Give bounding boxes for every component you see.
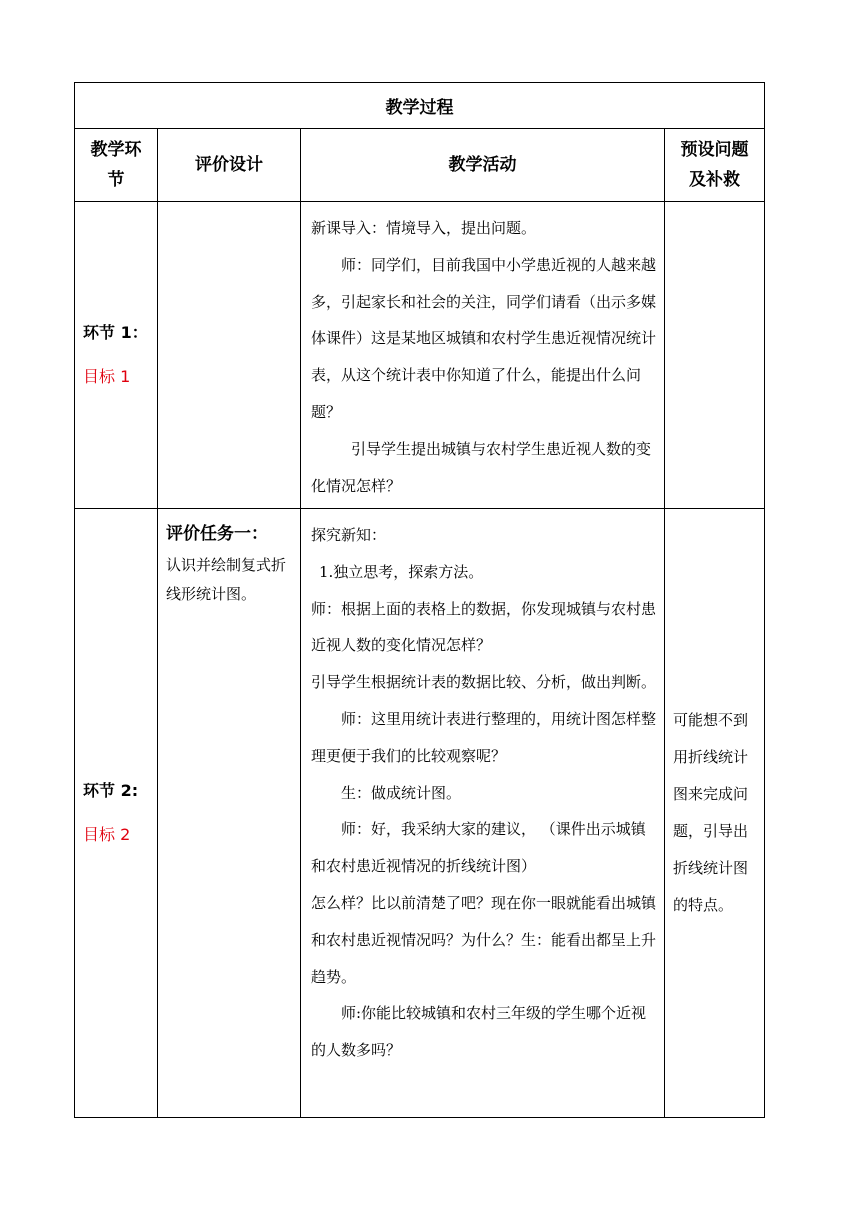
activity-paragraph: 引导学生提出城镇与农村学生患近视人数的变化情况怎样？ (311, 439, 652, 495)
remedy-cell: 可能想不到用折线统计图来完成问题，引导出折线统计图的特点。 (665, 509, 765, 1118)
activity-paragraph: 新课导入：情境导入，提出问题。 (311, 219, 537, 237)
activity-paragraph: 生：做成统计图。 (341, 783, 462, 802)
header-stage: 教学环节 (75, 129, 158, 202)
table-row (75, 202, 765, 509)
evaluation-task: 评价任务一： (166, 524, 268, 544)
header-activity: 教学活动 (301, 129, 665, 202)
remedy-cell (665, 202, 765, 509)
table-title: 教学过程 (75, 83, 765, 129)
activity-paragraph: 引导学生根据统计表的数据比较、分析，做出判断。 (311, 673, 657, 692)
activity-cell (301, 202, 665, 509)
goal-label: 目标 2 (83, 825, 131, 844)
table-row (75, 509, 765, 1118)
evaluation-cell (158, 509, 301, 1118)
activity-paragraph: 怎么样？比以前清楚了吧？现在你一眼就能看出城镇和农村患近视情况吗？为什么？生：能看出都呈上升趋势。 (311, 893, 657, 986)
stage-label: 环节 2: (83, 781, 139, 800)
header-remedy: 预设问题及补救 (665, 129, 765, 202)
activity-paragraph: 师：这里用统计表进行整理的，用统计图怎样整理更便于我们的比较观察呢？ (311, 709, 657, 765)
stage-cell (75, 202, 158, 509)
goal-label: 目标 1 (83, 367, 131, 386)
activity-paragraph: 师：根据上面的表格上的数据，你发现城镇与农村患近视人数的变化情况怎样？ (311, 599, 657, 655)
activity-paragraph: 师：同学们，目前我国中小学患近视的人越来越多，引起家长和社会的关注，同学们请看（出示多媒体课件）这是某地区城镇和农村学生患近视情况统计表，从这个统计表中你知道了什么，能提出什么问题？ (311, 255, 657, 421)
evaluation-cell (158, 202, 301, 509)
header-evaluation: 评价设计 (158, 129, 301, 202)
stage-label: 环节 1： (83, 323, 148, 342)
evaluation-text: 认识并绘制复式折线形统计图。 (166, 556, 287, 603)
stage-cell (75, 509, 158, 1118)
activity-cell (301, 509, 665, 1118)
teaching-process-table (74, 82, 765, 1118)
activity-paragraph: 师:你能比较城镇和农村三年级的学生哪个近视的人数多吗？ (311, 1004, 647, 1060)
activity-paragraph: 探究新知： (311, 526, 387, 544)
activity-paragraph: 师：好，我采纳大家的建议， （课件出示城镇和农村患近视情况的折线统计图） (311, 820, 646, 876)
activity-paragraph: 1.独立思考，探索方法。 (319, 562, 484, 581)
